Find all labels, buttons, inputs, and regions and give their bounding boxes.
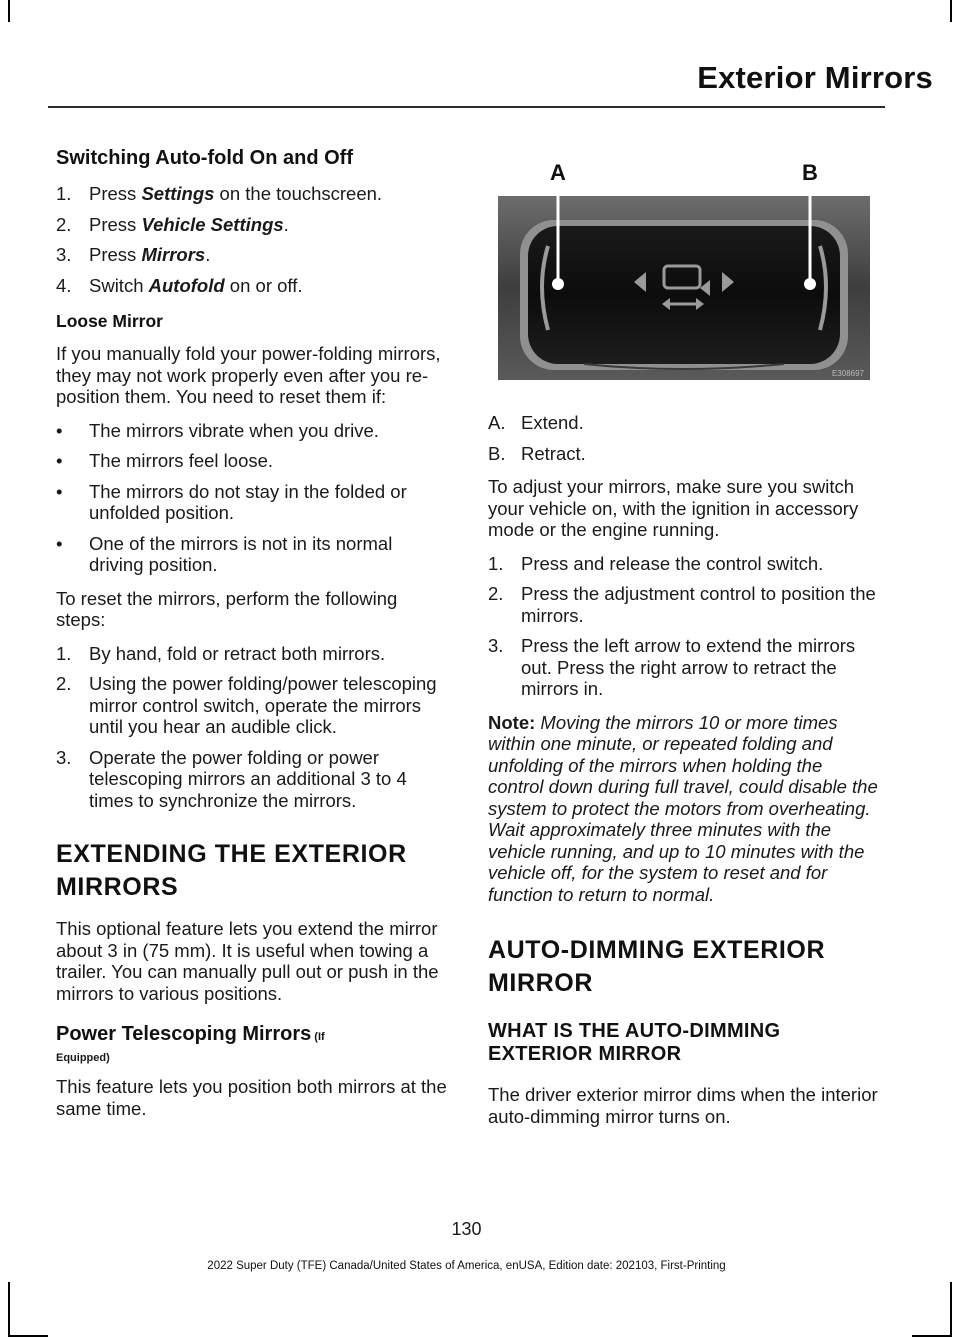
auto-dimming-heading: AUTO-DIMMING EXTERIOR MIRROR xyxy=(488,936,826,997)
list-item: 3. Press the left arrow to extend the mirrors out. Press the right arrow to retract the mirrors in. xyxy=(488,635,856,699)
list-item: 2. Using the power folding/power telescoping mirror control switch, operate the mirrors until you hear an audible click. xyxy=(56,673,437,737)
telescoping-heading: Power Telescoping Mirrors (If Equipped) xyxy=(56,1023,325,1064)
autofold-heading: Switching Auto-fold On and Off xyxy=(56,147,353,169)
list-item: B. Retract. xyxy=(488,442,586,464)
reset-steps xyxy=(56,643,448,812)
list-item: • The mirrors feel loose. xyxy=(56,450,274,471)
list-item: 1. Press and release the control switch. xyxy=(488,552,824,574)
note xyxy=(488,712,880,906)
figure-code: E308697 xyxy=(831,369,864,378)
note-label: Note: xyxy=(488,711,536,733)
note-text: Moving the mirrors 10 or more times within one minute, or repeated folding and unfolding of the mirrors when holding the control down during full travel, could disable the system to protect the motors from overheating. Wait approximately three minutes with the vehicle running, and up to 10 minutes with the vehicle off, for the system to reset and for function to return to normal. xyxy=(488,711,878,905)
figure-label-a: A xyxy=(550,160,566,185)
crop-mark-bottom-left-v xyxy=(8,1282,10,1337)
adjust-steps xyxy=(488,553,880,700)
what-is-text: The driver exterior mirror dims when the interior auto-dimming mirror turns on. xyxy=(488,1084,878,1127)
list-item: 2. Press Vehicle Settings. xyxy=(56,213,289,235)
crop-mark-top-right xyxy=(950,0,952,22)
page-header-title: Exterior Mirrors xyxy=(697,60,933,95)
autofold-steps xyxy=(56,183,448,296)
list-item: • One of the mirrors is not in its normal driving position. xyxy=(56,532,393,575)
list-item: 1. By hand, fold or retract both mirrors. xyxy=(56,642,386,664)
page-number: 130 xyxy=(451,1219,482,1239)
list-item: • The mirrors vibrate when you drive. xyxy=(56,419,379,441)
header-rule xyxy=(48,106,885,108)
reset-intro: To reset the mirrors, perform the following steps: xyxy=(56,587,398,630)
loose-mirror-heading: Loose Mirror xyxy=(56,311,163,331)
list-item: A. Extend. xyxy=(488,412,584,433)
mirror-switch-illustration xyxy=(488,160,872,384)
list-item: 4. Switch Autofold on or off. xyxy=(56,274,303,296)
extending-heading: EXTENDING THE EXTERIOR MIRRORS xyxy=(56,840,407,901)
telescoping-text: This feature lets you position both mirrors at the same time. xyxy=(56,1076,447,1119)
list-item: 3. Operate the power folding or power telescoping mirrors an additional 3 to 4 times to synchronize the mirrors. xyxy=(56,746,407,811)
list-item: 3. Press Mirrors. xyxy=(56,244,211,265)
mirror-switch-figure xyxy=(488,160,872,384)
figure-label-b: B xyxy=(802,160,818,185)
extending-text: This optional feature lets you extend the mirror about 3 in (75 mm). It is useful when towing a trailer. You can manually pull out or push in the mirrors to various positions. xyxy=(56,918,439,1004)
loose-mirror-intro: If you manually fold your power-folding mirrors, they may not work properly even after you re-position them. You need to reset them if: xyxy=(56,343,441,407)
crop-mark-top-left xyxy=(8,0,10,22)
adjust-intro: To adjust your mirrors, make sure you switch your vehicle on, with the ignition in accessory mode or the engine running. xyxy=(488,476,859,540)
loose-mirror-bullets xyxy=(56,420,448,576)
left-column xyxy=(56,145,448,1131)
list-item: • The mirrors do not stay in the folded or unfolded position. xyxy=(56,480,407,523)
edition-info: 2022 Super Duty (TFE) Canada/United States of America, enUSA, Edition date: 202103, First-Printing xyxy=(207,1260,726,1272)
what-is-heading: WHAT IS THE AUTO-DIMMING EXTERIOR MIRROR xyxy=(488,1020,781,1065)
figure-legend xyxy=(488,412,880,464)
list-item: 1. Press Settings on the touchscreen. xyxy=(56,183,383,204)
crop-mark-bottom-right-v xyxy=(950,1282,952,1337)
list-item: 2. Press the adjustment control to position the mirrors. xyxy=(488,583,876,626)
right-column xyxy=(488,160,880,1139)
